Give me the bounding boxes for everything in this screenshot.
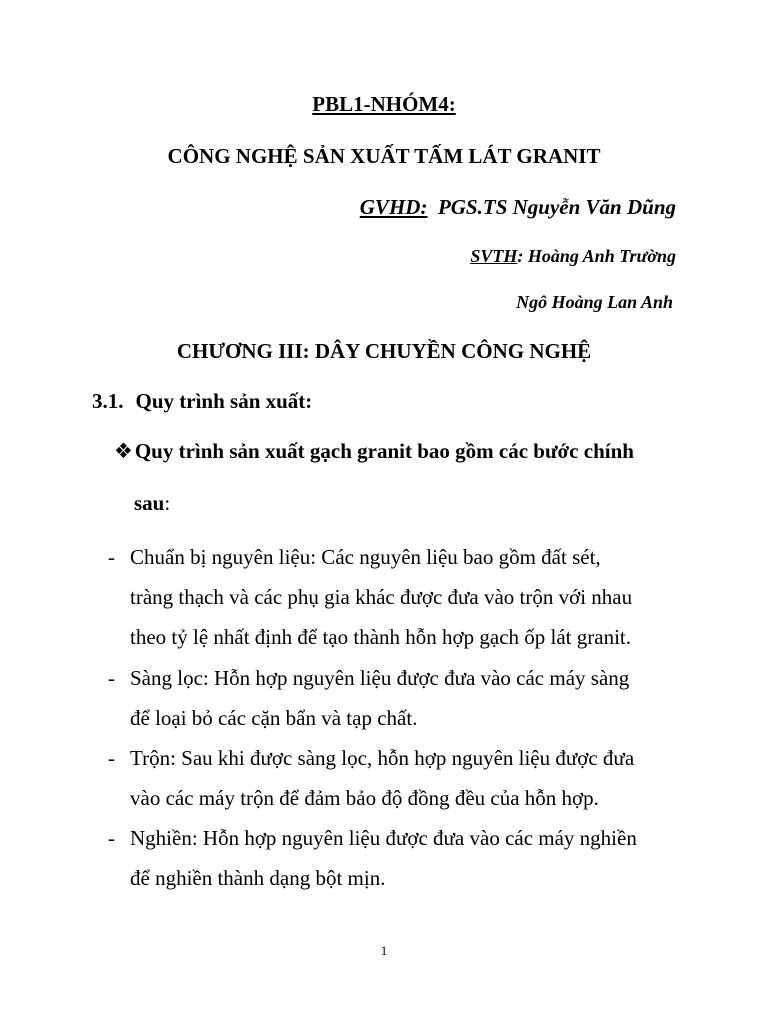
student-2: Ngô Hoàng Lan Anh <box>516 292 673 312</box>
bullet-colon: : <box>164 491 171 515</box>
bullet-continuation <box>134 491 170 516</box>
dash-bullet: - <box>108 826 115 850</box>
list-item-line: để loại bỏ các cặn bẩn và tạp chất. <box>130 706 418 730</box>
document-title: PBL1-NHÓM4: <box>312 92 456 116</box>
students-separator: : <box>517 246 524 266</box>
list-item-line: theo tỷ lệ nhất định để tạo thành hỗn hợp gạch ốp lát granit. <box>130 625 631 649</box>
list-item-text <box>130 738 634 818</box>
students-label: SVTH <box>470 246 518 266</box>
list-item-text <box>130 537 632 657</box>
bullet-text-line2: sau <box>134 491 165 515</box>
dash-bullet: - <box>108 666 115 690</box>
supervisor-line <box>360 195 676 220</box>
document-subtitle: CÔNG NGHỆ SẢN XUẤT TẤM LÁT GRANIT <box>167 144 601 168</box>
page-number: 1 <box>380 943 388 958</box>
list-item-line: Nghiền: Hỗn hợp nguyên liệu được đưa vào các máy nghiền <box>130 826 637 850</box>
list-item-text <box>130 818 637 898</box>
supervisor-label: GVHD: <box>359 195 428 219</box>
diamond-bullet-icon: ❖ <box>114 439 133 463</box>
dash-bullet: - <box>108 545 115 569</box>
list-item-line: vào các máy trộn để đảm bảo độ đồng đều của hỗn hợp. <box>130 786 599 810</box>
supervisor-name: PGS.TS Nguyễn Văn Dũng <box>437 195 676 219</box>
chapter-heading: CHƯƠNG III: DÂY CHUYỀN CÔNG NGHỆ <box>176 339 592 363</box>
list-item-line: tràng thạch và các phụ gia khác được đưa vào trộn với nhau <box>130 585 633 609</box>
list-item-text <box>130 658 629 738</box>
list-item-line: Sàng lọc: Hỗn hợp nguyên liệu được đưa vào các máy sàng <box>130 666 630 690</box>
student-1: Hoàng Anh Trường <box>527 246 676 266</box>
section-title: Quy trình sản xuất: <box>135 389 313 413</box>
bullet-text-line1: Quy trình sản xuất gạch granit bao gồm các bước chính <box>134 439 634 463</box>
list-item-line: Trộn: Sau khi được sàng lọc, hỗn hợp nguyên liệu được đưa <box>130 746 635 770</box>
dash-bullet: - <box>108 746 115 770</box>
students-line <box>470 246 676 267</box>
list-item-line: Chuẩn bị nguyên liệu: Các nguyên liệu bao gồm đất sét, <box>130 545 601 569</box>
section-number: 3.1. <box>92 389 124 413</box>
bullet-heading <box>114 439 634 464</box>
list-item-line: để nghiền thành dạng bột mịn. <box>130 866 386 890</box>
section-heading <box>92 389 312 414</box>
